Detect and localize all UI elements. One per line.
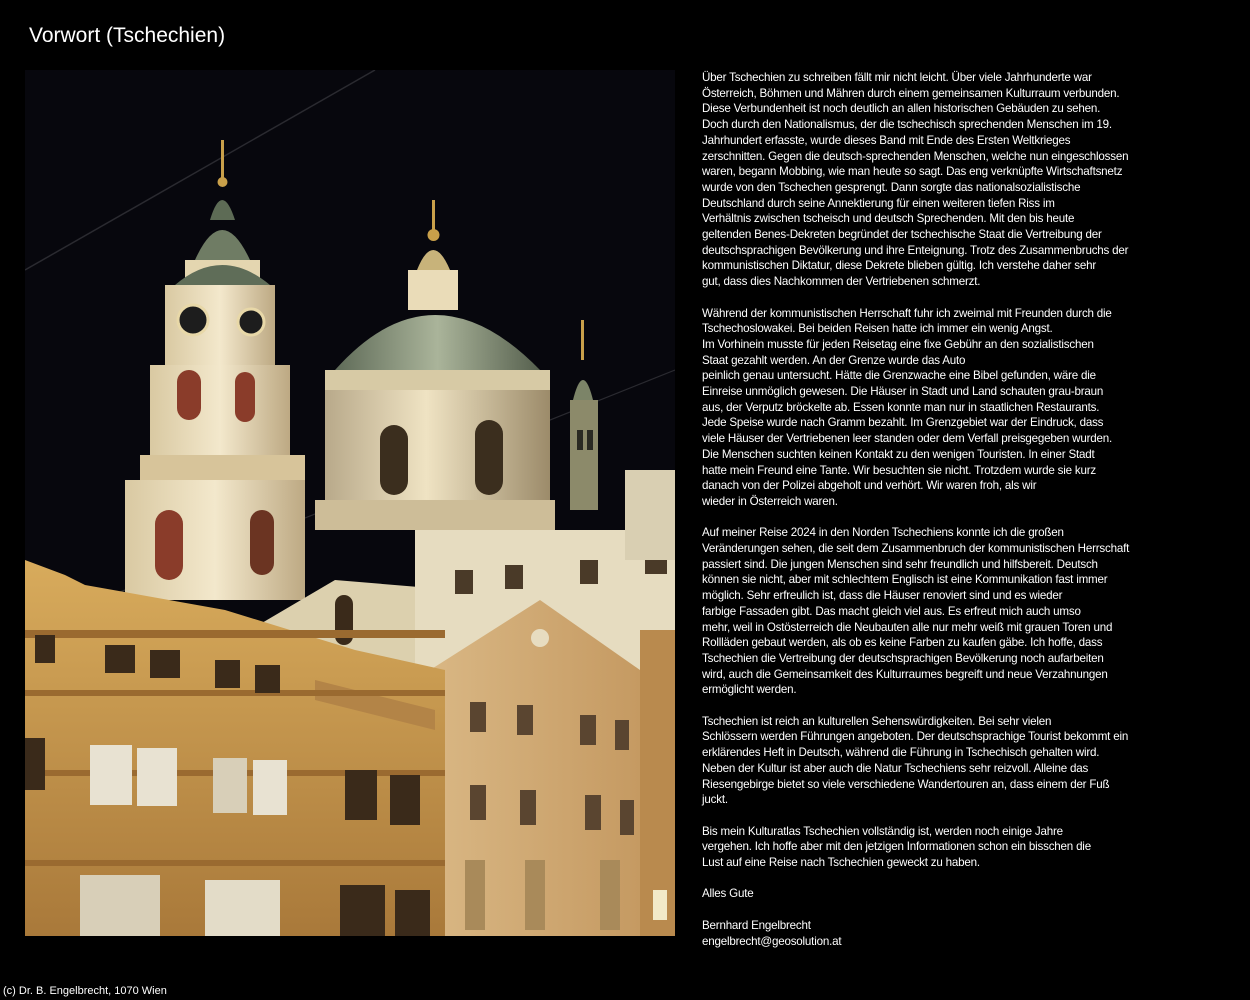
article-body	[702, 70, 1172, 949]
page-title: Vorwort (Tschechien)	[29, 24, 226, 47]
paragraph-culture: Tschechien ist reich an kulturellen Sehenswürdigkeiten. Bei sehr vielen Schlössern werden Führungen angeboten. Der deutschsprachige Tourist bekommt ein erklärendes Heft in Deutsch, während die Führung in Tschechisch gehalten wird. Neben der Kultur ist aber auch die Natur Tschechiens sehr reizvoll. Alleine das Riesengebirge bietet so viele verschiedene Wandertouren an, dass einem der Fuß juckt.	[702, 714, 1129, 807]
paragraph-greeting: Alles Gute	[702, 887, 754, 901]
paragraph-communism: Während der kommunistischen Herrschaft fuhr ich zweimal mit Freunden durch die Tschechoslowakei. Bei beiden Reisen hatte ich immer ein wenig Angst. Im Vorhinein musste für jeden Reisetag eine fixe Gebühr an den sozialistischen Staat gezahlt werden. An der Grenze wurde das Auto peinlich genau untersucht. Hätte die Grenzwache eine Bibel gefunden, wäre die Einreise unmöglich gewesen. Die Häuser in Stadt und Land schauten grau-braun aus, der Verputz bröckelte ab. Essen konnte man nur in staatlichen Restaurants. Jede Speise wurde nach Gramm bezahlt. Im Grenzgebiet war der Eindruck, dass viele Häuser der Vertriebenen leer standen oder dem Verfall preisgegeben wurden. Die Menschen suchten keinen Kontakt zu den wenigen Touristen. In einer Stadt hatte mein Freund eine Tante. Wir besuchten sie nicht. Trotzdem wurde sie kurz danach von der Polizei abgeholt und verhört. Wir waren froh, als wir wieder in Österreich waren.	[702, 306, 1113, 508]
paragraph-trip-2024: Auf meiner Reise 2024 in den Norden Tschechiens konnte ich die großen Veränderungen sehen, die seit dem Zusammenbruch der kommunistischen Herrschaft passiert sind. Die jungen Menschen sind sehr freundlich und hilfsbereit. Deutsch können sie nicht, aber mit schlechtem Englisch ist eine Kommunikation fast immer möglich. Sehr erfreulich ist, dass die Häuser renoviert sind und es wieder farbige Fassaden gibt. Das macht gleich viel aus. Es erfreut mich auch umso mehr, weil in Ostösterreich die Neubauten alle nur mehr weiß mit grauen Toren und Rollläden gebaut werden, als ob es keine Farben zu kaufen gäbe. Ich hoffe, dass Tschechien die Vertreibung der deutschsprachigen Bevölkerung noch aufarbeiten wird, auch die Gemeinsamkeit des Kulturraumes begreift und neue Verzahnungen ermöglicht werden.	[702, 526, 1130, 697]
paragraph-outlook: Bis mein Kulturatlas Tschechien vollständig ist, werden noch einige Jahre vergehen. Ich hoffe aber mit den jetzigen Informationen schon ein bisschen die Lust auf eine Reise nach Tschechien geweckt zu haben.	[702, 824, 1091, 870]
copyright-footer: (c) Dr. B. Engelbrecht, 1070 Wien	[3, 985, 167, 997]
paragraph-history: Über Tschechien zu schreiben fällt mir nicht leicht. Über viele Jahrhunderte war Österreich, Böhmen und Mähren durch einem gemeinsamen Kulturraum verbunden. Diese Verbundenheit ist noch deutlich an allen historischen Gebäuden zu sehen. Doch durch den Nationalismus, der die tschechisch sprechenden Menschen im 19. Jahrhundert erfasste, wurde dieses Band mit Ende des Ersten Weltkrieges zerschnitten. Gegen die deutsch-sprechenden Menschen, welche nun eingeschlossen waren, begann Mobbing, wie man heute so sagt. Das eng verknüpfte Wirtschaftsnetz wurde von den Tschechen gesprengt. Dann sorgte das nationalsozialistische Deutschland durch seine Annektierung für einen weiteren tiefen Riss im Verhältnis zwischen tscheisch und deutsch Sprechenden. Mit den bis heute geltenden Benes-Dekreten begründet der tschechische Staat die Vertreibung der deutschsprachigen Bevölkerung und ihre Enteignung. Trotz des Zusammenbruchs der kommunistischen Diktatur, diese Dekrete blieben gültig. Ich verstehe daher sehr gut, dass dies Nachkommen der Vertriebenen schmerzt.	[702, 71, 1129, 289]
church-night-photo	[25, 70, 675, 936]
author-email: engelbrecht@geosolution.at	[702, 934, 842, 948]
author-name: Bernhard Engelbrecht	[702, 918, 811, 932]
